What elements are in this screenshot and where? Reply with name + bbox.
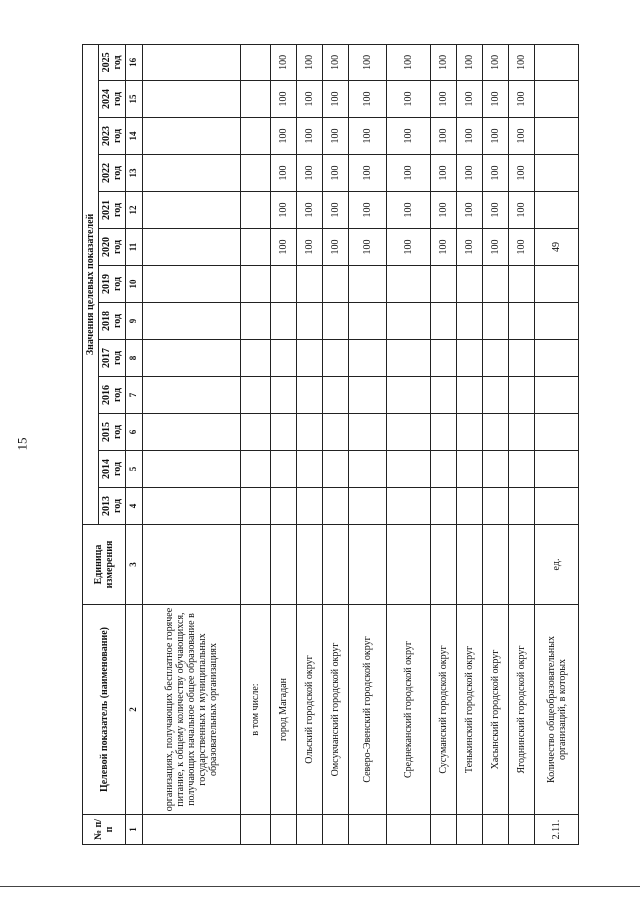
row-value: [431, 266, 457, 303]
row-value: 100: [387, 118, 431, 155]
table-row: [271, 44, 297, 844]
row-value: [535, 377, 579, 414]
row-value: 100: [323, 81, 349, 118]
row-number: [457, 815, 483, 845]
row-value: [297, 266, 323, 303]
row-number: [323, 815, 349, 845]
row-value: [387, 488, 431, 525]
row-number: [297, 815, 323, 845]
row-value: 100: [509, 81, 535, 118]
row-value: 100: [457, 229, 483, 266]
row-indicator-name: организациях, получающих бесплатное горячее питание, к общему количеству обучающихся, получающих начальное общее образование в государственных и муниципальных образовательных организациях: [143, 605, 241, 815]
column-number: 12: [126, 192, 143, 229]
row-value: [241, 377, 271, 414]
row-value: [241, 81, 271, 118]
row-value: [535, 266, 579, 303]
table-body: [143, 44, 579, 844]
page-number: 15: [14, 437, 30, 451]
row-value: 100: [323, 155, 349, 192]
column-number: 11: [126, 229, 143, 266]
row-value: [483, 414, 509, 451]
row-value: [297, 303, 323, 340]
row-value: 100: [457, 155, 483, 192]
row-value: [143, 340, 241, 377]
table-row: [241, 44, 271, 844]
row-value: [535, 340, 579, 377]
row-value: 100: [431, 81, 457, 118]
row-value: [457, 266, 483, 303]
row-value: [535, 488, 579, 525]
row-value: [241, 340, 271, 377]
row-value: 100: [457, 118, 483, 155]
row-value: 100: [349, 155, 387, 192]
row-value: [483, 451, 509, 488]
header-year: 2017 год: [99, 340, 126, 377]
row-value: [387, 303, 431, 340]
header-year: 2019 год: [99, 266, 126, 303]
row-value: [431, 303, 457, 340]
row-value: 100: [271, 229, 297, 266]
row-indicator-name: Хасынский городской округ: [483, 605, 509, 815]
row-value: [271, 340, 297, 377]
row-value: 100: [431, 229, 457, 266]
table-row: [143, 44, 241, 844]
table-row: [349, 44, 387, 844]
row-value: [431, 377, 457, 414]
scan-edge-line: [0, 886, 640, 887]
header-year: 2014 год: [99, 451, 126, 488]
row-value: 100: [323, 229, 349, 266]
table-row: [431, 44, 457, 844]
row-value: [143, 414, 241, 451]
row-value: [143, 266, 241, 303]
row-value: [387, 340, 431, 377]
row-value: [431, 340, 457, 377]
row-value: [271, 377, 297, 414]
row-indicator-name: Среднеканский городской округ: [387, 605, 431, 815]
column-number: 3: [126, 525, 143, 605]
header-values-group: Значения целевых показателей: [83, 44, 99, 524]
row-value: [483, 340, 509, 377]
row-value: [457, 303, 483, 340]
row-number: [349, 815, 387, 845]
row-value: 100: [431, 192, 457, 229]
row-value: 100: [509, 229, 535, 266]
row-value: [297, 340, 323, 377]
row-value: [241, 303, 271, 340]
row-value: [509, 451, 535, 488]
row-value: [535, 155, 579, 192]
row-value: 100: [271, 44, 297, 80]
row-value: 100: [509, 44, 535, 80]
row-value: [271, 303, 297, 340]
table-row: [297, 44, 323, 844]
row-value: 100: [297, 118, 323, 155]
row-value: [143, 44, 241, 80]
row-value: [323, 488, 349, 525]
row-indicator-name: Ольский городской округ: [297, 605, 323, 815]
column-number: 4: [126, 488, 143, 525]
row-value: [349, 266, 387, 303]
row-value: 100: [483, 192, 509, 229]
column-number: 1: [126, 815, 143, 845]
column-number: 14: [126, 118, 143, 155]
row-value: [143, 488, 241, 525]
row-value: [509, 303, 535, 340]
row-value: [241, 155, 271, 192]
row-value: [387, 414, 431, 451]
row-value: [431, 488, 457, 525]
row-indicator-name: Ягоднинский городской округ: [509, 605, 535, 815]
row-value: [457, 377, 483, 414]
row-value: [143, 155, 241, 192]
row-value: 100: [387, 155, 431, 192]
row-value: [457, 451, 483, 488]
column-number: 16: [126, 44, 143, 80]
header-year: 2021 год: [99, 192, 126, 229]
column-number: 13: [126, 155, 143, 192]
row-number: [241, 815, 271, 845]
column-number: 6: [126, 414, 143, 451]
row-value: [535, 44, 579, 80]
row-value: [323, 303, 349, 340]
row-number: 2.11.: [535, 815, 579, 845]
row-value: [387, 266, 431, 303]
row-value: [143, 192, 241, 229]
header-year: 2024 год: [99, 81, 126, 118]
column-number: 15: [126, 81, 143, 118]
row-value: [143, 118, 241, 155]
row-value: [483, 266, 509, 303]
row-value: [241, 414, 271, 451]
row-value: 100: [271, 192, 297, 229]
row-value: [349, 414, 387, 451]
row-unit: [271, 525, 297, 605]
row-value: [483, 303, 509, 340]
row-value: 100: [349, 192, 387, 229]
header-year: 2020 год: [99, 229, 126, 266]
header-year: 2025 год: [99, 44, 126, 80]
row-value: [271, 488, 297, 525]
row-value: 100: [509, 192, 535, 229]
row-indicator-name: Омсукчанский городской округ: [323, 605, 349, 815]
indicator-table: [82, 44, 579, 845]
row-value: [241, 229, 271, 266]
table-row: [509, 44, 535, 844]
row-value: [535, 451, 579, 488]
row-value: [349, 377, 387, 414]
row-value: [509, 488, 535, 525]
table-row: [323, 44, 349, 844]
row-value: [457, 414, 483, 451]
row-unit: [483, 525, 509, 605]
row-value: [535, 414, 579, 451]
row-indicator-name: в том числе:: [241, 605, 271, 815]
row-value: [241, 118, 271, 155]
row-value: [431, 451, 457, 488]
row-value: [431, 414, 457, 451]
row-value: [297, 377, 323, 414]
row-value: [349, 340, 387, 377]
row-value: 100: [271, 81, 297, 118]
row-value: [323, 451, 349, 488]
row-value: [241, 488, 271, 525]
row-value: 100: [349, 229, 387, 266]
column-number: 10: [126, 266, 143, 303]
table-row: [387, 44, 431, 844]
row-value: [271, 414, 297, 451]
row-value: [535, 192, 579, 229]
table-row: [535, 44, 579, 844]
row-value: 100: [457, 81, 483, 118]
row-value: [323, 266, 349, 303]
header-indicator: Целевой показатель (наименование): [83, 605, 126, 815]
row-indicator-name: Тенькинский городской округ: [457, 605, 483, 815]
header-year: 2016 год: [99, 377, 126, 414]
row-value: 100: [297, 229, 323, 266]
row-number: [143, 815, 241, 845]
row-value: [297, 414, 323, 451]
row-value: 100: [457, 192, 483, 229]
row-value: [297, 488, 323, 525]
row-value: [241, 192, 271, 229]
header-year: 2013 год: [99, 488, 126, 525]
row-value: 100: [483, 155, 509, 192]
row-value: [271, 451, 297, 488]
row-value: [483, 377, 509, 414]
header-year: 2023 год: [99, 118, 126, 155]
row-value: 100: [387, 81, 431, 118]
row-value: 100: [483, 118, 509, 155]
row-value: [349, 303, 387, 340]
row-value: 100: [297, 155, 323, 192]
row-value: 100: [387, 229, 431, 266]
row-value: [143, 303, 241, 340]
row-indicator-name: Сусуманский городской округ: [431, 605, 457, 815]
row-value: 100: [297, 44, 323, 80]
table-row: [457, 44, 483, 844]
row-value: 100: [349, 118, 387, 155]
row-value: 100: [349, 81, 387, 118]
row-value: 100: [483, 44, 509, 80]
rotated-table-wrapper: [82, 45, 582, 845]
row-value: [323, 414, 349, 451]
row-value: [143, 377, 241, 414]
table-row: [483, 44, 509, 844]
row-value: [297, 451, 323, 488]
row-value: 100: [323, 118, 349, 155]
row-value: [143, 81, 241, 118]
row-value: 100: [323, 44, 349, 80]
row-value: 100: [387, 44, 431, 80]
row-value: [387, 451, 431, 488]
row-value: 100: [271, 155, 297, 192]
row-value: [457, 340, 483, 377]
row-value: [143, 229, 241, 266]
header-no: № п/п: [83, 815, 126, 845]
row-value: [241, 266, 271, 303]
column-number: 7: [126, 377, 143, 414]
row-value: [271, 266, 297, 303]
row-number: [483, 815, 509, 845]
row-value: 100: [297, 81, 323, 118]
row-number: [431, 815, 457, 845]
row-value: [509, 340, 535, 377]
column-number: 9: [126, 303, 143, 340]
row-value: [241, 44, 271, 80]
row-value: [509, 266, 535, 303]
row-value: [509, 377, 535, 414]
header-year: 2018 год: [99, 303, 126, 340]
row-indicator-name: Количество общеобразовательных организаций, в которых: [535, 605, 579, 815]
row-unit: [143, 525, 241, 605]
row-value: 100: [509, 155, 535, 192]
row-number: [387, 815, 431, 845]
row-value: 100: [271, 118, 297, 155]
column-number: 2: [126, 605, 143, 815]
row-unit: [323, 525, 349, 605]
row-value: [535, 303, 579, 340]
header-unit: Единица измерения: [83, 525, 126, 605]
row-unit: [241, 525, 271, 605]
row-value: [349, 488, 387, 525]
column-number: 5: [126, 451, 143, 488]
row-value: [535, 81, 579, 118]
row-unit: ед.: [535, 525, 579, 605]
row-unit: [387, 525, 431, 605]
row-value: 100: [431, 44, 457, 80]
row-value: [457, 488, 483, 525]
row-indicator-name: Северо-Эвенский городской округ: [349, 605, 387, 815]
row-unit: [457, 525, 483, 605]
row-value: [323, 377, 349, 414]
row-value: 100: [483, 229, 509, 266]
row-value: [349, 451, 387, 488]
row-value: 100: [457, 44, 483, 80]
row-value: 100: [323, 192, 349, 229]
header-year: 2015 год: [99, 414, 126, 451]
row-value: [509, 414, 535, 451]
row-unit: [349, 525, 387, 605]
row-value: 49: [535, 229, 579, 266]
row-value: 100: [431, 155, 457, 192]
row-number: [271, 815, 297, 845]
row-value: 100: [387, 192, 431, 229]
row-value: [483, 488, 509, 525]
table-header: [83, 44, 143, 844]
row-value: [535, 118, 579, 155]
column-number-row: [126, 44, 143, 844]
header-year: 2022 год: [99, 155, 126, 192]
row-indicator-name: город Магадан: [271, 605, 297, 815]
row-value: 100: [297, 192, 323, 229]
row-value: 100: [349, 44, 387, 80]
row-value: [143, 451, 241, 488]
row-unit: [509, 525, 535, 605]
column-number: 8: [126, 340, 143, 377]
row-number: [509, 815, 535, 845]
row-value: [387, 377, 431, 414]
row-value: 100: [431, 118, 457, 155]
row-value: [241, 451, 271, 488]
row-value: 100: [509, 118, 535, 155]
row-value: 100: [483, 81, 509, 118]
row-value: [323, 340, 349, 377]
row-unit: [297, 525, 323, 605]
row-unit: [431, 525, 457, 605]
